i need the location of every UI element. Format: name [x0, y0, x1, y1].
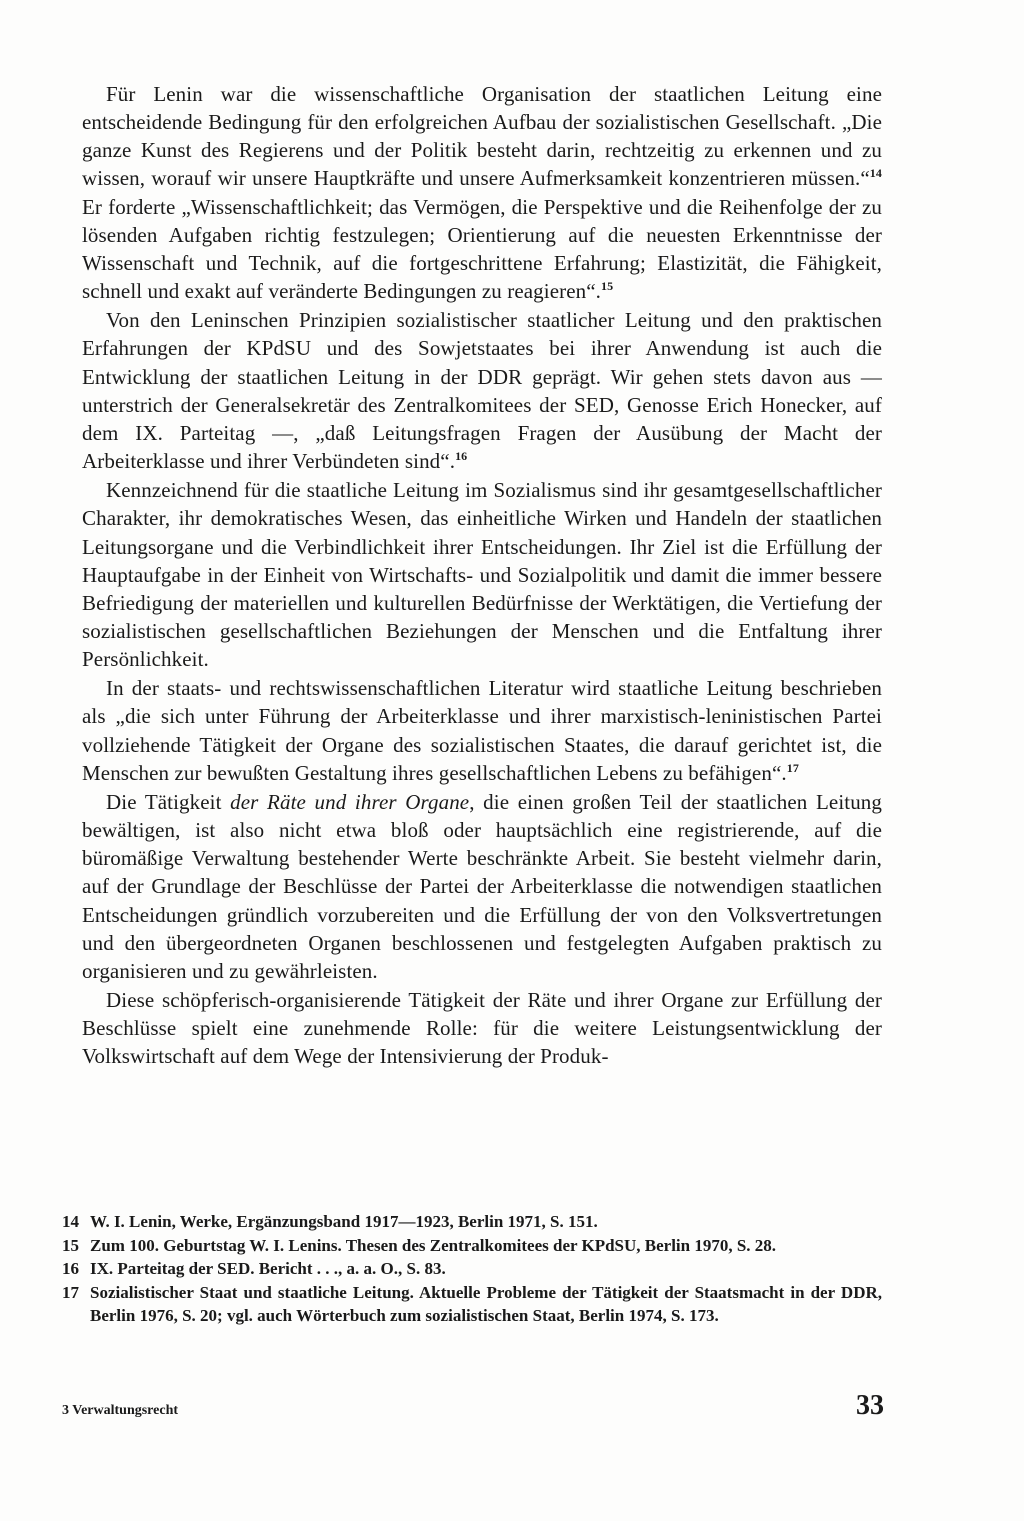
text-run: Die Tätigkeit: [106, 789, 231, 814]
paragraph: [82, 674, 882, 787]
footnote-ref: 17: [786, 760, 799, 775]
footnote-ref: 16: [455, 449, 468, 464]
paragraph: [82, 80, 882, 305]
footnote-text: W. I. Lenin, Werke, Ergänzungsband 1917—1923, Berlin 1971, S. 151.: [90, 1212, 598, 1231]
body-text: [82, 80, 882, 1070]
paragraph: [82, 986, 882, 1070]
footnote-number: 15: [62, 1235, 79, 1255]
paragraph: [82, 476, 882, 673]
text-run: Kennzeichnend für die staatliche Leitung im Sozialismus sind ihr gesamtgesellschaftlicher Charakter, ihr demokratisches Wesen, das einheitliche Wirken und Handeln der staatlichen Leitungsorgane und die Verbindlichkeit ihrer Entscheidungen. Ihr Ziel ist die Erfüllung der Hauptaufgabe in der Einheit von Wirtschafts- und Sozialpolitik und damit die immer bessere Befriedigung der materiellen und kulturellen Bedürfnisse der Werktätigen, die Vertiefung der sozialistischen gesellschaftlichen Beziehungen der Menschen und die Entfaltung ihrer Persönlichkeit.: [82, 478, 882, 672]
text-run: Von den Leninschen Prinzipien sozialistischer staatlicher Leitung und den praktischen Erfahrungen der KPdSU und des Sowjetstaates bei ihrer Anwendung ist auch die Entwicklung der staatlichen Leitung in der DDR geprägt. Wir gehen stets davon aus — unterstrich der Generalsekretär des Zentralkomitees der SED, Genosse Erich Honecker, auf dem IX. Parteitag —, „daß Leitungsfragen Fragen der Ausübung der Macht der Arbeiterklasse und ihrer Verbündeten sind“.: [82, 308, 882, 474]
text-run: In der staats- und rechtswissenschaftlichen Literatur wird staatliche Leitung beschrieben als „die sich unter Führung der Arbeiterklasse und ihrer marxistisch-leninistischen Partei vollziehende Tätigkeit der Organe des sozialistischen Staates, die darauf gerichtet ist, die Menschen zur bewußten Gestaltung ihres gesellschaftlichen Lebens zu befähigen“.: [82, 676, 882, 785]
footnote-number: 14: [62, 1212, 79, 1231]
footnote-text: Sozialistischer Staat und staatliche Leitung. Aktuelle Probleme der Tätigkeit der Staatsmacht in der DDR, Berlin 1976, S. 20; vgl. auch Wörterbuch zum sozialistischen Staat, Berlin 1974, S. 173.: [90, 1282, 882, 1325]
footnotes: [62, 1210, 882, 1328]
text-run: Er forderte „Wissenschaftlichkeit; das Vermögen, die Perspektive und die Reihenfolge der zu lösenden Aufgaben richtig festzulegen; Orientierung auf die neuesten Erkenntnisse der Wissenschaft und Technik, auf die fortgeschrittene Erfahrung; Elastizität, die Fähigkeit, schnell und exakt auf veränderte Bedingungen zu reagieren“.: [82, 194, 882, 304]
text-run: , die einen großen Teil der staatlichen Leitung bewältigen, ist also nicht etwa bloß oder hauptsächlich eine registrierende, auf die büromäßige Verwaltung bestehender Werte beschränkte Arbeit. Sie besteht vielmehr darin, auf der Grundlage der Beschlüsse der Partei der Arbeiterklasse die notwendigen staatlichen Entscheidungen gründlich vorzubereiten und die Erfüllung der von den Volksvertretungen und den übergeordneten Organen beschlossenen und festgelegten Aufgaben praktisch zu organisieren und zu gewährleisten.: [82, 789, 883, 983]
paragraph: [82, 306, 882, 475]
footnote: [62, 1210, 882, 1234]
page-number: 33: [856, 1390, 884, 1421]
emphasis-text: der Räte und ihrer Organe: [230, 789, 470, 814]
footnote-text: Zum 100. Geburtstag W. I. Lenins. Thesen des Zentralkomitees der KPdSU, Berlin 1970, S. 28.: [90, 1235, 777, 1255]
footnote: [62, 1257, 882, 1281]
footnote-text: IX. Parteitag der SED. Bericht . . ., a. a. O., S. 83.: [90, 1259, 446, 1278]
text-run: Für Lenin war die wissenschaftliche Organisation der staatlichen Leitung eine entscheidende Bedingung für den erfolgreichen Aufbau der sozialistischen Gesellschaft. „Die ganze Kunst des Regierens und der Politik besteht darin, rechtzeitig zu erkennen und zu wissen, worauf wir unsere Hauptkräfte und unsere Aufmerksamkeit konzentrieren müssen.“: [82, 82, 882, 191]
text-run: Diese schöpferisch-organisierende Tätigkeit der Räte und ihrer Organe zur Erfüllung der Beschlüsse spielt eine zunehmende Rolle: für die weitere Leistungsentwicklung der Volkswirtschaft auf dem Wege der Intensivierung der Produk-: [82, 988, 882, 1069]
footnote-number: 16: [62, 1259, 79, 1278]
footnote: [62, 1234, 882, 1258]
footnote: [62, 1281, 882, 1328]
footnote-number: 17: [62, 1282, 79, 1302]
footnote-ref: 15: [601, 279, 614, 294]
footnote-ref: 14: [869, 166, 882, 181]
paragraph: [82, 788, 882, 985]
signature-mark: 3 Verwaltungsrecht: [62, 1403, 179, 1418]
